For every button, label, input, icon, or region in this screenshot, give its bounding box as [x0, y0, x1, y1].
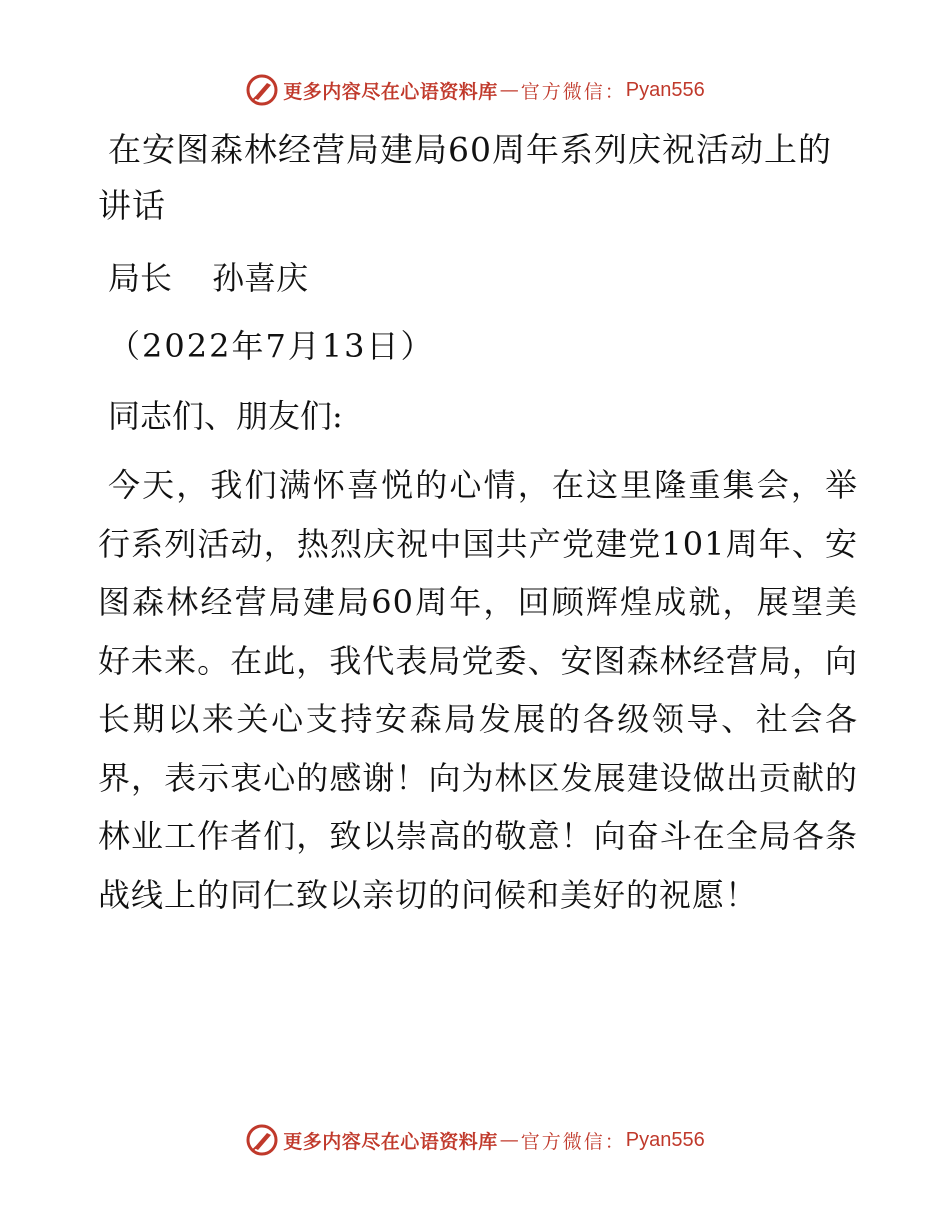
- watermark-wechat-id: Pyan556: [625, 1128, 705, 1151]
- watermark-site-text: 更多内容尽在心语资料库: [283, 80, 498, 103]
- quill-logo-icon: [245, 73, 279, 107]
- watermark-label: 官方微信：: [520, 1130, 626, 1153]
- document-paragraph: 今天，我们满怀喜悦的心情，在这里隆重集会，举行系列活动，热烈庆祝中国共产党建党101周年、安图森林经营局建局60周年，回顾辉煌成就，展望美好未来。在此，我代表局党委、安图森林经营局，向长期以来关心支持安森局发展的各级领导、社会各界，表示衷心的感谢！向为林区发展建设做出贡献的林业工作者们，致以崇高的敬意！向奋斗在全局各条战线上的同仁致以亲切的问候和美好的祝愿！: [98, 466, 858, 914]
- watermark-label: 官方微信：: [520, 80, 626, 103]
- document-greeting: 同志们、朋友们:: [108, 397, 343, 435]
- document-title: 在安图森林经营局建局60周年系列庆祝活动上的讲话: [98, 130, 832, 225]
- watermark-dash: —: [499, 1129, 519, 1151]
- quill-logo-icon: [245, 1123, 279, 1157]
- header-watermark: [0, 70, 950, 110]
- footer-watermark: [0, 1120, 950, 1160]
- document-date: （2022年7月13日）: [108, 327, 435, 365]
- watermark-wechat-id: Pyan556: [625, 78, 705, 101]
- document-author: 局长 孙喜庆: [108, 259, 309, 297]
- watermark-dash: —: [499, 79, 519, 101]
- document-body: [98, 122, 858, 956]
- watermark-site-text: 更多内容尽在心语资料库: [283, 1130, 498, 1153]
